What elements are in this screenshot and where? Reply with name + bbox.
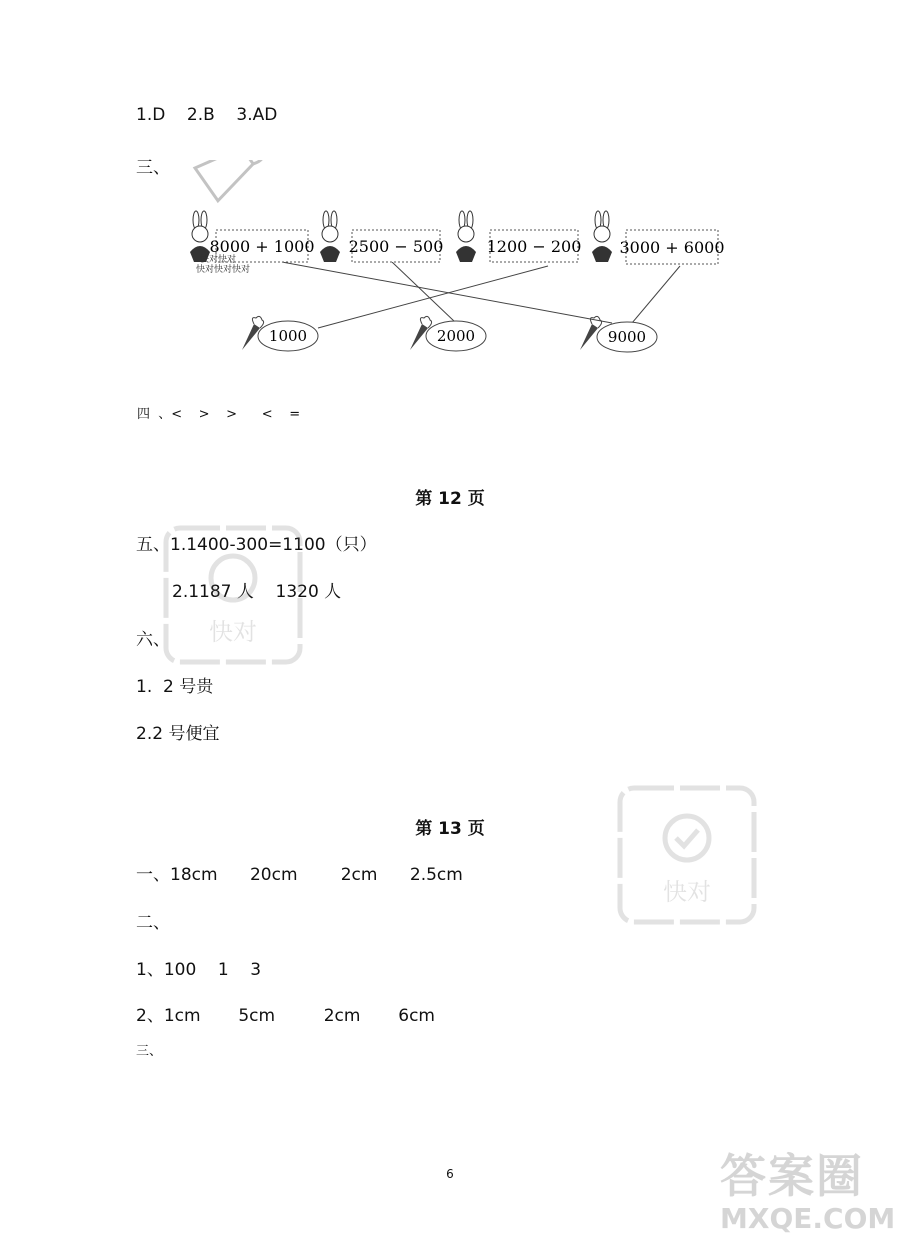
section-four-answers: 四 、< > > < =	[137, 407, 301, 422]
page-number: 6	[446, 1167, 454, 1181]
svg-text:快对: 快对	[663, 878, 711, 906]
page-12-heading: 第 12 页	[415, 489, 485, 509]
matching-diagram	[0, 160, 900, 540]
match-line	[632, 266, 680, 323]
rabbit-icon	[320, 211, 340, 262]
section-two-label: 二、	[136, 913, 170, 933]
result-text: 9000	[607, 328, 647, 346]
section-three-label-2: 三、	[136, 1044, 163, 1059]
answer-line-13-3: 2、1cm 5cm 2cm 6cm	[136, 1006, 435, 1026]
expression-text: 3000 + 6000	[619, 238, 725, 257]
answer-line-6-1: 1. 2 号贵	[136, 677, 214, 697]
corner-logo-text: 答案圈	[720, 1149, 864, 1203]
corner-logo-watermark	[720, 1150, 895, 1245]
corner-url-text: MXQE.COM	[720, 1202, 896, 1235]
overlay-text: 快对快对	[200, 255, 237, 265]
stamp-watermark	[612, 780, 762, 930]
answer-line-13-2: 1、100 1 3	[136, 960, 262, 980]
expression-text: 2500 − 500	[348, 237, 444, 256]
answer-line-1: 1.D 2.B 3.AD	[136, 105, 278, 125]
rabbit-icon	[592, 211, 612, 262]
rabbit-icon	[456, 211, 476, 262]
result-text: 1000	[268, 327, 308, 345]
page-13-heading: 第 13 页	[415, 819, 485, 839]
answer-line-5-1: 五、1.1400-300=1100（只）	[136, 535, 377, 555]
result-text: 2000	[436, 327, 476, 345]
answer-line-6-2: 2.2 号便宜	[136, 724, 220, 744]
expression-text: 8000 + 1000	[209, 237, 315, 256]
answer-line-13-1: 一、18cm 20cm 2cm 2.5cm	[136, 865, 463, 885]
answer-line-5-2: 2.1187 人 1320 人	[172, 582, 342, 602]
expression-text: 1200 − 200	[486, 237, 582, 256]
overlay-text: 快对快对快对	[196, 265, 251, 275]
section-three-label: 三、	[136, 158, 170, 178]
stamp-watermark	[158, 520, 308, 670]
section-six-label: 六、	[136, 630, 170, 650]
svg-text:快对: 快对	[209, 618, 257, 646]
carrot-sketch-icon	[195, 160, 274, 201]
